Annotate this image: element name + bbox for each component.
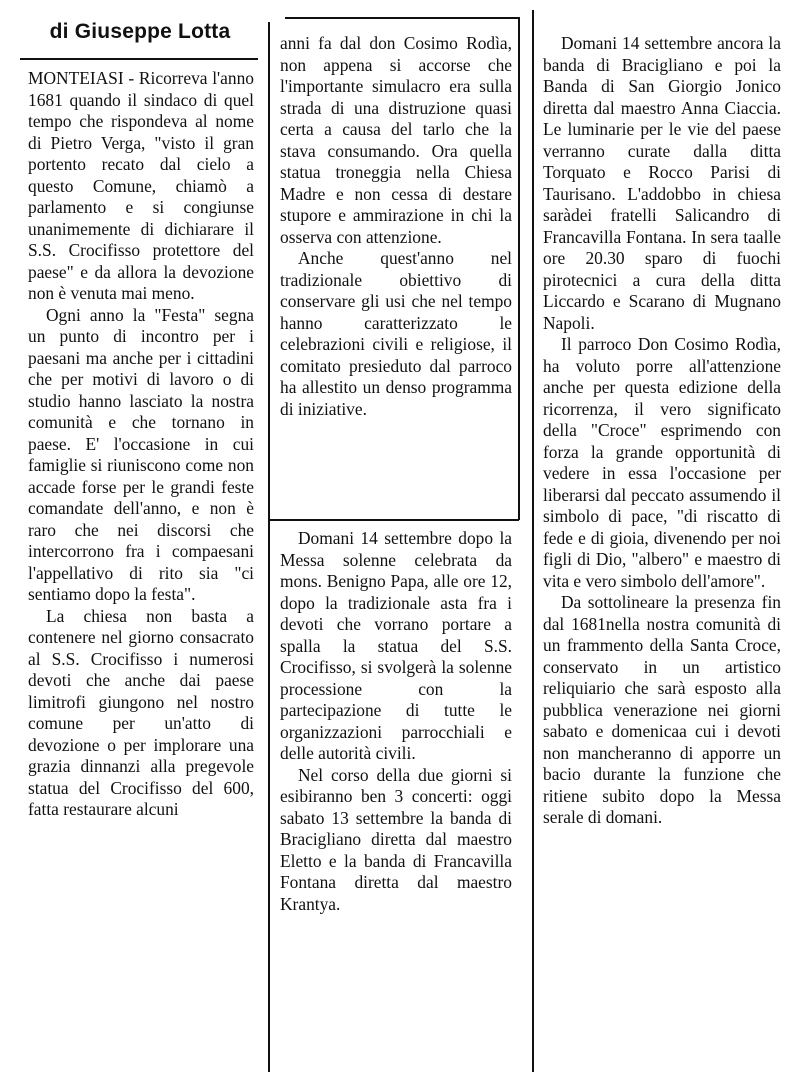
column-divider-2 bbox=[532, 10, 534, 1072]
paragraph: Anche quest'anno nel tradizionale obiettivo di conservare gli usi che nel tempo hanno caratterizzato le celebrazioni civili e religiose, il comitato presieduto dal parroco ha allestito un denso programma di iniziative. bbox=[280, 248, 512, 419]
paragraph: Ogni anno la "Festa" segna un punto di incontro per i paesani ma anche per i cittadini che per motivi di lavoro o di studio hanno lasciato la nostra comunità e che tornano in paese. E' l'occasione in cui famiglie si riuniscono come non accade forse per le grandi feste comandate dell'anno, e non è raro che nei discorsi che intercorrono fra i compaesani l'appellativo di rito sia "ci sentiamo dopo la festa". bbox=[28, 304, 254, 604]
byline: di Giuseppe Lotta bbox=[49, 20, 231, 43]
middle-box-bottom bbox=[270, 519, 519, 521]
article-column-3 bbox=[543, 33, 781, 1078]
column-divider-1 bbox=[268, 22, 270, 1072]
paragraph: Il parroco Don Cosimo Rodìa, ha voluto porre all'attenzione anche per questa edizione della ricorrenza, il vero significato della "Croce" esprimendo con forza la grande opportunità di vedere in essa l'occasione per liberarsi dal peccato assumendo il simbolo di pace, "di riscatto di fede e di gioia, divenendo per noi figli di Dio, "albero" e maestro di vita e vero simbolo dell'amore". bbox=[543, 334, 781, 591]
article-column-1 bbox=[28, 68, 254, 1078]
middle-box-top bbox=[285, 17, 519, 19]
paragraph: Domani 14 settembre ancora la banda di Bracigliano e poi la Banda di San Giorgio Jonico diretta dal maestro Anna Ciaccia. Le luminarie per le vie del paese verranno curate dalla ditta Torquato e Rocco Parisi di Taurisano. L'addobbo in chiesa saràdei fratelli Salicandro di Francavilla Fontana. In sera taalle ore 20.30 sparo di fuochi pirotecnici a cura della ditta Liccardo e Scarano di Mugnano Napoli. bbox=[543, 33, 781, 333]
paragraph: anni fa dal don Cosimo Rodìa, non appena si accorse che l'importante simulacro era sulla strada di una distruzione quasi certa a causa del tarlo che la stava consumando. Ora quella statua troneggia nella Chiesa Madre e non cessa di destare stupore e ammirazione in chi la osserva con attenzione. bbox=[280, 33, 512, 247]
article-column-2-top bbox=[280, 33, 512, 513]
byline-underline bbox=[20, 58, 258, 60]
paragraph: Domani 14 settembre dopo la Messa solenne celebrata da mons. Benigno Papa, alle ore 12, dopo la tradizionale asta fra i devoti che vorrano portare a spalla la statua del S.S. Crocifisso, si svolgerà la solenne processione con la partecipazione di tutte le organizzazioni parrocchiali e delle autorità civili. bbox=[280, 528, 512, 763]
middle-box-right bbox=[518, 17, 520, 520]
paragraph: La chiesa non basta a contenere nel giorno consacrato al S.S. Crocifisso i numerosi devoti che anche dai paese limitrofi giungono nel nostro comune per un'atto di devozione o per implorare una grazia dinnanzi alla pregevole statua del Crocifisso del 600, fatta restaurare alcuni bbox=[28, 605, 254, 819]
paragraph: Da sottolineare la presenza fin dal 1681nella nostra comunità di un frammento della Santa Croce, conservato in un artistico reliquiario che sarà esposto alla pubblica venerazione nei giorni sabato e domenicaa cui i devoti non mancheranno di apporre un bacio durante la funzione che ritiene subito dopo la Messa serale di domani. bbox=[543, 592, 781, 827]
paragraph: MONTEIASI - Ricorreva l'anno 1681 quando il sindaco di quel tempo che rispondeva al nome di Pietro Verga, "visto il gran portento recato dal cielo a questo Comune, chiamò a parlamento e si congiunse unanimemente di dichiarare il S.S. Crocifisso protettore del paese" e da allora la devozione non è venuta mai meno. bbox=[28, 68, 254, 303]
paragraph: Nel corso della due giorni si esibiranno ben 3 concerti: oggi sabato 13 settembre la banda di Bracigliano diretta dal maestro Eletto e la banda di Francavilla Fontana diretta dal maestro Krantya. bbox=[280, 764, 512, 914]
article-column-2-bottom bbox=[280, 528, 512, 1073]
